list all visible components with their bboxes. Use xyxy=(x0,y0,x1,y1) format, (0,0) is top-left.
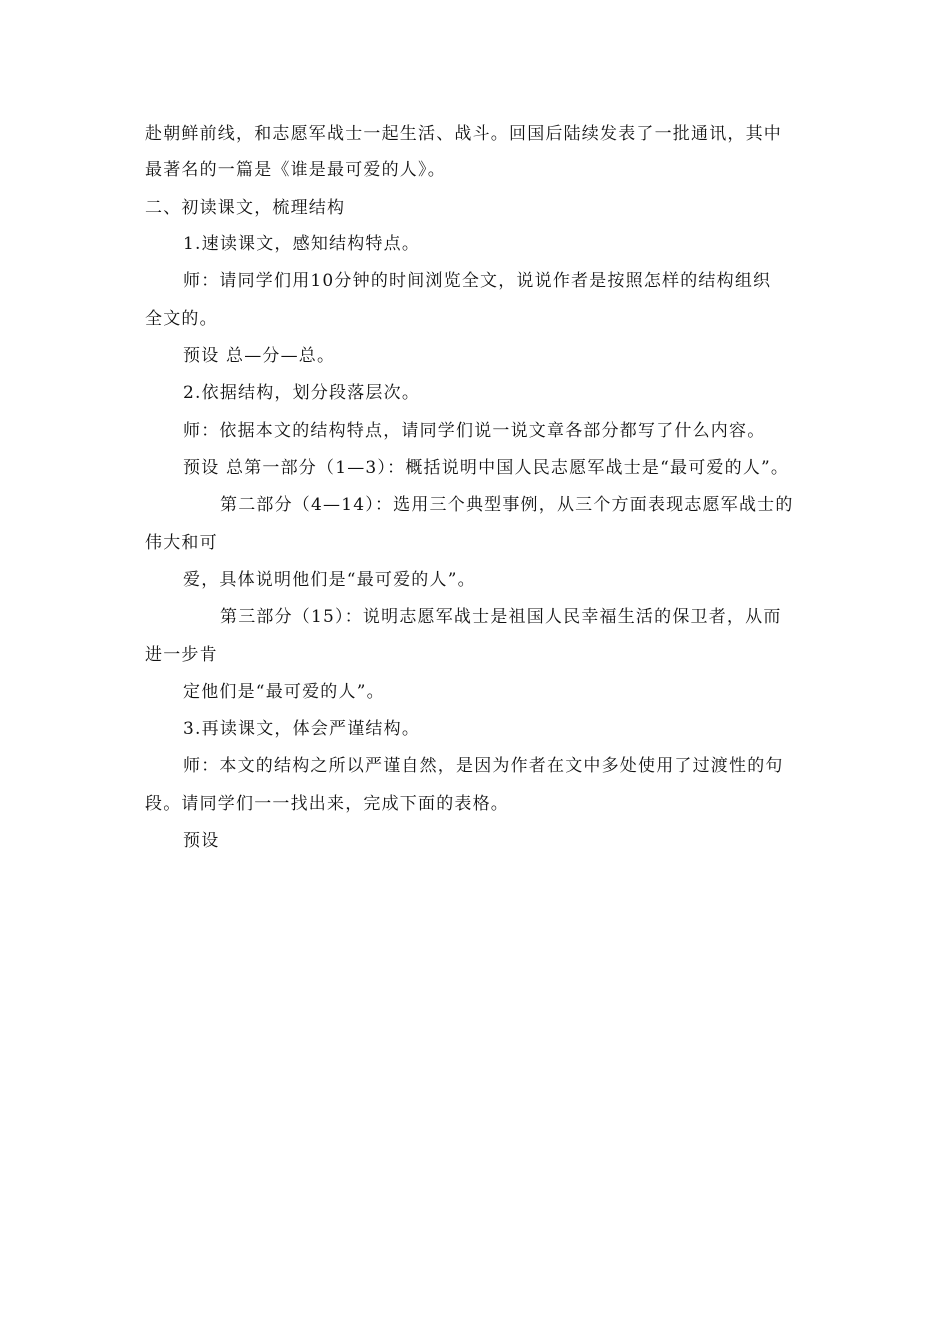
text-line: 第三部分（15）：说明志愿军战士是祖国人民幸福生活的保卫者，从而 xyxy=(220,607,782,627)
text-line: 爱，具体说明他们是“最可爱的人”。 xyxy=(183,570,476,590)
text-line: 进一步肯 xyxy=(145,645,218,665)
text-line: 赴朝鲜前线，和志愿军战士一起生活、战斗。回国后陆续发表了一批通讯，其中 xyxy=(145,124,782,144)
text-line: 师：请同学们用10分钟的时间浏览全文，说说作者是按照怎样的结构组织 xyxy=(183,271,772,291)
text-line: 定他们是“最可爱的人”。 xyxy=(183,682,385,702)
text-line: 预设 xyxy=(183,831,220,851)
text-line: 预设 总第一部分（1—3）：概括说明中国人民志愿军战士是“最可爱的人”。 xyxy=(183,458,790,478)
step-heading: 2.依据结构，划分段落层次。 xyxy=(183,383,421,403)
text-line: 段。请同学们一一找出来，完成下面的表格。 xyxy=(145,794,509,814)
step-heading: 1.速读课文，感知结构特点。 xyxy=(183,234,421,254)
text-line: 伟大和可 xyxy=(145,533,218,553)
text-line: 最著名的一篇是《谁是最可爱的人》。 xyxy=(145,160,446,180)
text-line: 全文的。 xyxy=(145,309,218,329)
text-line: 师：依据本文的结构特点，请同学们说一说文章各部分都写了什么内容。 xyxy=(183,421,766,441)
text-line: 预设 总—分—总。 xyxy=(183,346,336,366)
step-heading: 3.再读课文，体会严谨结构。 xyxy=(183,719,421,739)
section-heading: 二、初读课文，梳理结构 xyxy=(145,198,346,218)
text-line: 第二部分（4—14）：选用三个典型事例，从三个方面表现志愿军战士的 xyxy=(220,495,794,515)
text-line: 师：本文的结构之所以严谨自然，是因为作者在文中多处使用了过渡性的句 xyxy=(183,756,784,776)
